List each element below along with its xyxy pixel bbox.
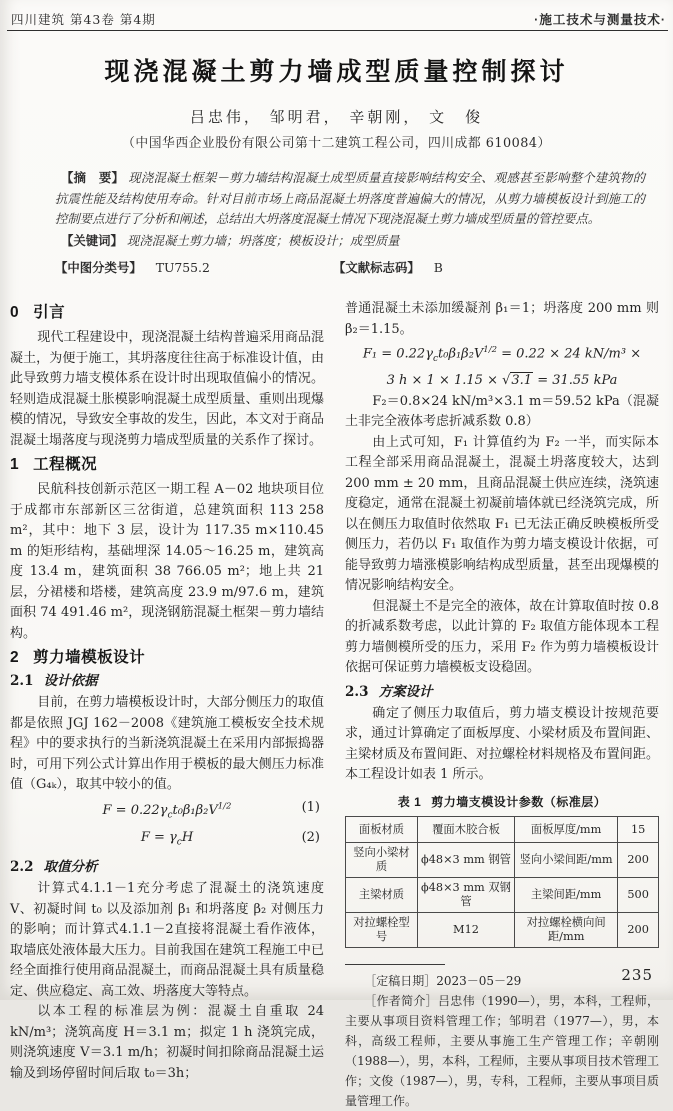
table-number: 表 1 (397, 794, 422, 809)
keywords-paragraph (55, 231, 645, 252)
table-caption (345, 792, 659, 813)
section-0-number: 0 (10, 304, 20, 321)
section-2-3-paragraph: 确定了侧压力取值后，剪力墙支模设计按规范要求，通过计算确定了面板厚度、小梁材质及布置间距、主梁材质及布置间距、对拉螺栓材料规格及布置间距。本工程设计如表 1 所示。 (345, 705, 659, 783)
left-column (10, 299, 324, 1084)
section-1-heading (10, 456, 324, 474)
doc-code-label: 【文献标志码】 (333, 261, 420, 275)
keywords-text: 现浇混凝土剪力墙；坍落度；模板设计；成型质量 (126, 232, 400, 248)
table-caption-text: 剪力墙支模设计参数（标准层） (431, 794, 607, 809)
section-2-1-heading (10, 673, 324, 689)
analysis-paragraph-1: 由上式可知，F₁ 计算值约为 F₂ 一半，而实际本工程全部采用商品混凝土，混凝土坍落度较大，达到 200 mm ± 20 mm，且商品混凝土供应连续，浇筑速度稳定，通常在混凝土初凝前墙体就已经浇筑完成，所以在侧压力取值时依然取 F₁ 已无法正确反映模板所受侧压力，若仍以 F₁ 取值作为剪力墙支模设计依据，可能导致剪力墙涨模影响结构成型质量，甚至出现爆模的情况影响结构安全。 (345, 434, 659, 594)
front-matter (55, 168, 645, 251)
section-2-heading (10, 649, 324, 667)
analysis-paragraph-2: 但混凝土不是完全的液体，故在计算取值时按 0.8 的折减系数考虑，以此计算的 F₂ 取值方能体现本工程剪力墙侧模所受的压力，采用 F₂ 作为剪力墙模板设计依据可保证剪力墙模板支设稳固。 (345, 598, 659, 676)
equation-1-label: (1) (301, 799, 320, 815)
equation-2-label: (2) (301, 830, 320, 846)
equation-1-body: $F = 0.22\gamma_ct_0\beta_1\beta_2V^{1/2}$ (102, 801, 232, 821)
section-2-title: 剪力墙模板设计 (33, 649, 146, 666)
table-cell: 竖向小梁间距/mm (515, 843, 618, 878)
section-2-2-paragraph-2: 以本工程的标准层为例：混凝土自重取 24 kN/m³；浇筑高度 H＝3.1 m；拟定 1 h 浇筑完成，则浇筑速度 V＝3.1 m/h；初凝时间扣除商品混凝土运输及到场停留时间后取 t₀＝3h； (10, 1004, 324, 1081)
table-cell: 500 (618, 878, 659, 913)
table-row (346, 913, 659, 948)
affiliation-line: （中国华西企业股份有限公司第十二建筑工程公司，四川成都 610084） (122, 136, 551, 151)
section-2-1-paragraph: 目前，在剪力墙模板设计时，大部分侧压力的取值都是依照 JGJ 162－2008《建筑施工模板安全技术规程》中的要求执行的当新浇筑混凝土在采用内部振捣器时，可用下列公式计算出作用于模板的最大侧压力标准值（G₄ₖ），取其中较小的值。 (10, 695, 324, 792)
section-2-2-title: 取值分析 (43, 859, 98, 876)
sqrt-value: 3.1 (511, 373, 533, 389)
clc-value: TU755.2 (155, 260, 210, 275)
table-cell: 主梁材质 (346, 878, 418, 913)
running-head (11, 10, 666, 28)
table-cell: 对拉螺栓横向间距/mm (515, 913, 618, 948)
table-cell: 主梁间距/mm (515, 878, 618, 913)
abstract-text: 现浇混凝土框架－剪力墙结构混凝土成型质量直接影响结构安全、观感甚至影响整个建筑物的抗震性能及结构使用寿命。针对目前市场上商品混凝土坍落度普遍偏大的情况，从剪力墙模板设计到施工的控制要点进行了分析和阐述，总结出大坍落度混凝土情况下现浇混凝土剪力墙成型质量的管控要点。 (55, 170, 646, 226)
page-number: 235 (621, 966, 653, 984)
author-bio-note: ［作者简介］吕忠伟（1990—），男，本科，工程师，主要从事项目资料管理工作；邹明君（1977—），男，本科，高级工程师，主要从事施工生产管理工作；辛朝刚（1988—），男，本科，工程师，主要从事项目技术管理工作；文俊（1987—），男，专科，工程师，主要从事项目质量管理工作。 (345, 994, 659, 1109)
table-cell: M12 (417, 913, 514, 948)
classification-line (55, 258, 655, 278)
doc-code-group (333, 258, 443, 276)
footnotes (345, 971, 659, 1111)
equation-1 (10, 797, 324, 827)
doc-code-value: B (433, 260, 443, 275)
section-0-title: 引言 (33, 304, 66, 321)
right-column (345, 299, 659, 1111)
final-date-note: ［定稿日期］2023－05－29 (364, 974, 522, 989)
sqrt-sign: √ (502, 373, 511, 389)
section-0-heading (10, 304, 324, 322)
abstract-paragraph (55, 168, 645, 230)
clc-label: 【中图分类号】 (55, 261, 142, 275)
section-2-2-heading (10, 859, 324, 875)
journal-issue-info: 四川建筑 第43卷 第4期 (11, 12, 156, 27)
equation-f1 (345, 340, 659, 392)
section-2-2-paragraph-1: 计算式4.1.1－1充分考虑了混凝土的浇筑速度 V、初凝时间 t₀ 以及添加剂 β₁ 和坍落度 β₂ 对侧压力的影响；而计算式4.1.1－2直接将混凝土看作液体，取墙底处液体最大压力。目前我国在建筑工程施工中已经全面推行使用商品混凝土，而商品混凝土具有质量稳定、供应稳定、高工效、坍落度大等特点。 (10, 881, 324, 999)
shear-wall-formwork-table (345, 816, 659, 948)
abstract-label: 【摘 要】 (61, 171, 125, 185)
section-1-title: 工程概况 (33, 456, 98, 473)
keywords-label: 【关键词】 (61, 233, 123, 248)
table-cell: 200 (618, 843, 659, 878)
journal-column-label: ·施工技术与测量技术· (534, 13, 666, 27)
table-cell: 对拉螺栓型号 (346, 913, 418, 948)
article-title: 现浇混凝土剪力墙成型质量控制探讨 (104, 57, 569, 86)
author-line: 吕忠伟， 邹明君， 辛朝刚， 文 俊 (189, 108, 484, 126)
header-rule (7, 30, 668, 31)
continuation-paragraph: 普通混凝土未添加缓凝剂 β₁＝1；坍落度 200 mm 则 β₂＝1.15。 (345, 301, 659, 337)
table-cell: 竖向小梁材质 (346, 843, 418, 878)
table-row (346, 878, 659, 913)
table-row (346, 843, 659, 878)
section-2-3-number: 2.3 (345, 683, 369, 700)
section-2-3-title: 方案设计 (378, 683, 433, 700)
table-cell: 200 (618, 913, 659, 948)
table-cell: ϕ48×3 mm 钢管 (417, 843, 514, 878)
equation-2-body: $F = \gamma_cH$ (140, 830, 194, 849)
section-2-2-number: 2.2 (10, 859, 34, 876)
section-1-number: 1 (10, 456, 20, 473)
footnote-separator (345, 964, 445, 965)
table-row (346, 817, 659, 843)
table-cell: 面板厚度/mm (515, 817, 618, 843)
section-2-3-heading (345, 684, 659, 700)
equation-f2-paragraph: F₂＝0.8×24 kN/m³×3.1 m＝59.52 kPa（混凝土非完全液体考虑折减系数 0.8） (345, 393, 659, 430)
clc-group (55, 260, 210, 275)
table-cell: ϕ48×3 mm 双钢管 (417, 878, 514, 913)
table-cell: 15 (618, 817, 659, 843)
section-1-paragraph: 民航科技创新示范区一期工程 A－02 地块项目位于成都市东部新区三岔街道，总建筑面积 113 258 m²，其中：地下 3 层，设计为 117.35 m×110.45 m 的矩形结构，基础埋深 14.05～16.25 m，建筑高度 13.4 m，建筑面积 38 766.05 m²；地上共 21 层，分裙楼和塔楼，建筑高度 23.9 m/97.6 m，建筑面积 74 491.46 m²，现浇钢筋混凝土框架－剪力墙结构。 (10, 482, 324, 641)
equation-f1-line1: $F_1 = 0.22\gamma_ct_0\beta_1\beta_2V^{1/2} = 0.22 \times 24$ kN/m³ × (362, 345, 642, 364)
table-cell: 面板材质 (346, 817, 418, 843)
section-2-number: 2 (10, 649, 20, 666)
equation-f1-line2: 3 h × 1 × 1.15 × √3.1 = 31.55 kPa (386, 373, 618, 389)
section-0-paragraph: 现代工程建设中，现浇混凝土结构普遍采用商品混凝土，为便于施工，其坍落度往往高于标准设计值，由此导致剪力墙支模体系在设计时出现取值偏小的情况。轻则造成混凝土胀模影响混凝土成型质量、重则出现爆模的情况，导致安全事故的发生，因此，本文对于商品混凝土塌落度与现浇剪力墙成型质量的关系作了探讨。 (10, 330, 324, 448)
section-2-1-number: 2.1 (10, 673, 34, 689)
equation-2 (10, 827, 324, 854)
table-cell: 覆面木胶合板 (417, 817, 514, 843)
section-2-1-title: 设计依据 (43, 673, 98, 689)
